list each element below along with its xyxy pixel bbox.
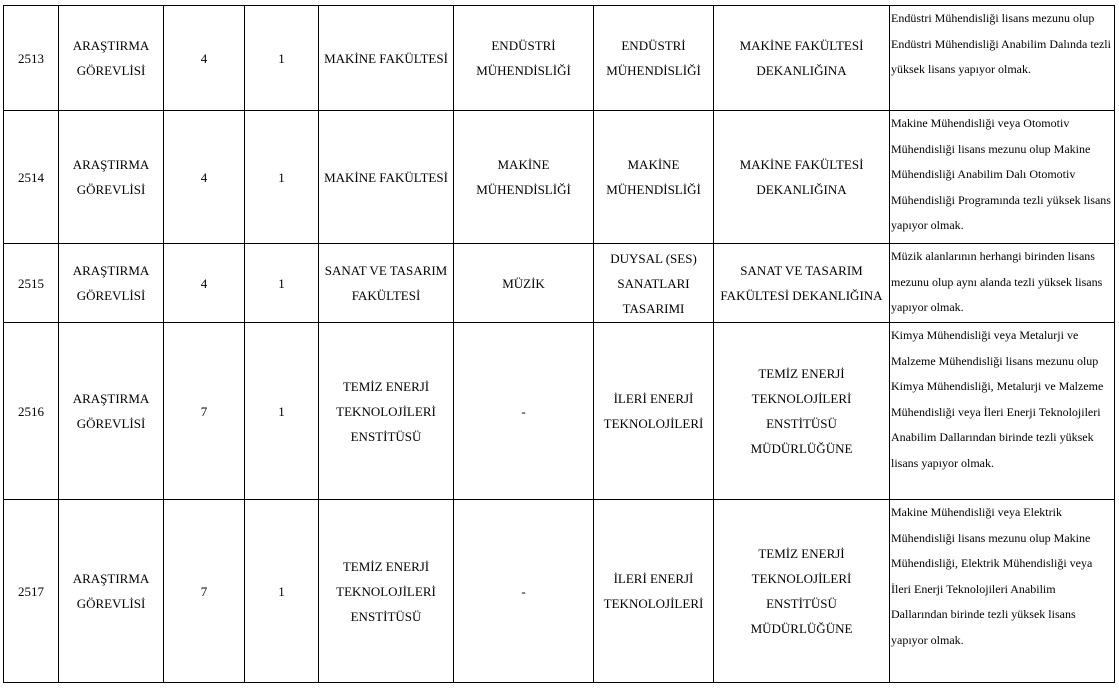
title-cell: [59, 323, 164, 500]
position-office: SANAT VE TASARIM FAKÜLTESİ DEKANLIĞINA: [720, 263, 883, 303]
position-title: ARAŞTIRMA GÖREVLİSİ: [72, 157, 150, 197]
position-code-cell: [4, 244, 59, 323]
division-cell: [594, 111, 714, 244]
position-unit: SANAT VE TASARIM FAKÜLTESİ: [324, 263, 448, 303]
office-cell: [714, 244, 890, 323]
count-cell: [245, 111, 319, 244]
position-requirement: Makine Mühendisliği veya Elektrik Mühendisliği lisans mezunu olup Makine Mühendisliği, Elektrik Mühendisliği veya İleri Enerji Teknolojileri Anabilim Dallarından birinde tezli yüksek lisans yapıyor olmak.: [891, 505, 1093, 647]
title-cell: [59, 111, 164, 244]
division-cell: [594, 323, 714, 500]
position-department: MAKİNE MÜHENDİSLİĞİ: [476, 157, 571, 197]
position-code: 2514: [18, 169, 44, 185]
position-code: 2517: [18, 583, 44, 599]
position-code: 2516: [18, 403, 44, 419]
position-office: MAKİNE FAKÜLTESİ DEKANLIĞINA: [739, 157, 864, 197]
position-department: ENDÜSTRİ MÜHENDİSLİĞİ: [476, 38, 571, 78]
office-cell: [714, 323, 890, 500]
position-department: -: [521, 583, 526, 599]
position-requirement: Kimya Mühendisliği veya Metalurji ve Malzeme Mühendisliği lisans mezunu olup Kimya Mühendisliği, Metalurji ve Malzeme Mühendisliği veya İleri Enerji Teknolojileri Anabilim Dallarından birinde tezli yüksek lisans yapıyor olmak.: [891, 328, 1104, 470]
grade-cell: [164, 6, 245, 111]
count-cell: [245, 500, 319, 683]
unit-cell: [319, 6, 454, 111]
count-cell: [245, 244, 319, 323]
position-count: 1: [278, 169, 285, 185]
position-grade: 4: [200, 169, 208, 185]
table-row: [4, 500, 1115, 683]
position-department: MÜZİK: [502, 275, 545, 291]
position-division: İLERİ ENERJİ TEKNOLOJİLERİ: [603, 391, 704, 431]
grade-cell: [164, 111, 245, 244]
position-count: 1: [278, 403, 285, 419]
position-division: DUYSAL (SES) SANATLARI TASARIMI: [610, 250, 697, 316]
department-cell: [454, 500, 594, 683]
unit-cell: [319, 500, 454, 683]
position-unit: MAKİNE FAKÜLTESİ: [324, 50, 448, 66]
position-count: 1: [278, 275, 285, 291]
title-cell: [59, 244, 164, 323]
position-title: ARAŞTIRMA GÖREVLİSİ: [72, 263, 150, 303]
positions-table: [3, 5, 1115, 683]
division-cell: [594, 500, 714, 683]
requirement-cell: [890, 500, 1115, 683]
position-title: ARAŞTIRMA GÖREVLİSİ: [72, 391, 150, 431]
position-grade: 7: [200, 583, 208, 599]
grade-cell: [164, 500, 245, 683]
grade-cell: [164, 323, 245, 500]
position-requirement: Makine Mühendisliği veya Otomotiv Mühendisliği lisans mezunu olup Makine Mühendisliği Anabilim Dalı Otomotiv Mühendisliği Programında tezli yüksek lisans yapıyor olmak.: [891, 116, 1111, 233]
table-row: [4, 111, 1115, 244]
count-cell: [245, 6, 319, 111]
position-code: 2513: [18, 50, 44, 66]
position-office: TEMİZ ENERJİ TEKNOLOJİLERİ ENSTİTÜSÜ MÜDÜRLÜĞÜNE: [750, 546, 853, 636]
office-cell: [714, 111, 890, 244]
division-cell: [594, 6, 714, 111]
position-requirement: Müzik alanlarının herhangi birinden lisans mezunu olup aynı alanda tezli yüksek lisans yapıyor olmak.: [891, 249, 1103, 315]
position-office: MAKİNE FAKÜLTESİ DEKANLIĞINA: [739, 38, 864, 78]
department-cell: [454, 323, 594, 500]
position-count: 1: [278, 583, 285, 599]
position-code-cell: [4, 323, 59, 500]
position-title: ARAŞTIRMA GÖREVLİSİ: [72, 571, 150, 611]
position-count: 1: [278, 50, 285, 66]
division-cell: [594, 244, 714, 323]
title-cell: [59, 500, 164, 683]
title-cell: [59, 6, 164, 111]
position-unit: TEMİZ ENERJİ TEKNOLOJİLERİ ENSTİTÜSÜ: [336, 378, 436, 444]
position-code: 2515: [18, 275, 44, 291]
position-unit: TEMİZ ENERJİ TEKNOLOJİLERİ ENSTİTÜSÜ: [336, 558, 436, 624]
position-grade: 7: [200, 403, 208, 419]
department-cell: [454, 244, 594, 323]
position-code-cell: [4, 500, 59, 683]
office-cell: [714, 6, 890, 111]
position-unit: MAKİNE FAKÜLTESİ: [324, 169, 448, 185]
position-code-cell: [4, 6, 59, 111]
table-row: [4, 323, 1115, 500]
requirement-cell: [890, 244, 1115, 323]
unit-cell: [319, 244, 454, 323]
department-cell: [454, 111, 594, 244]
table-row: [4, 6, 1115, 111]
unit-cell: [319, 111, 454, 244]
position-grade: 4: [200, 50, 208, 66]
position-office: TEMİZ ENERJİ TEKNOLOJİLERİ ENSTİTÜSÜ MÜDÜRLÜĞÜNE: [750, 366, 853, 456]
position-code-cell: [4, 111, 59, 244]
table-row: [4, 244, 1115, 323]
department-cell: [454, 6, 594, 111]
grade-cell: [164, 244, 245, 323]
unit-cell: [319, 323, 454, 500]
position-title: ARAŞTIRMA GÖREVLİSİ: [72, 38, 150, 78]
requirement-cell: [890, 6, 1115, 111]
position-department: -: [521, 403, 526, 419]
count-cell: [245, 323, 319, 500]
requirement-cell: [890, 111, 1115, 244]
position-division: MAKİNE MÜHENDİSLİĞİ: [606, 157, 701, 197]
position-division: ENDÜSTRİ MÜHENDİSLİĞİ: [606, 38, 701, 78]
position-grade: 4: [200, 275, 208, 291]
requirement-cell: [890, 323, 1115, 500]
position-requirement: Endüstri Mühendisliği lisans mezunu olup Endüstri Mühendisliği Anabilim Dalında tezli yüksek lisans yapıyor olmak.: [891, 11, 1111, 77]
office-cell: [714, 500, 890, 683]
position-division: İLERİ ENERJİ TEKNOLOJİLERİ: [603, 571, 704, 611]
